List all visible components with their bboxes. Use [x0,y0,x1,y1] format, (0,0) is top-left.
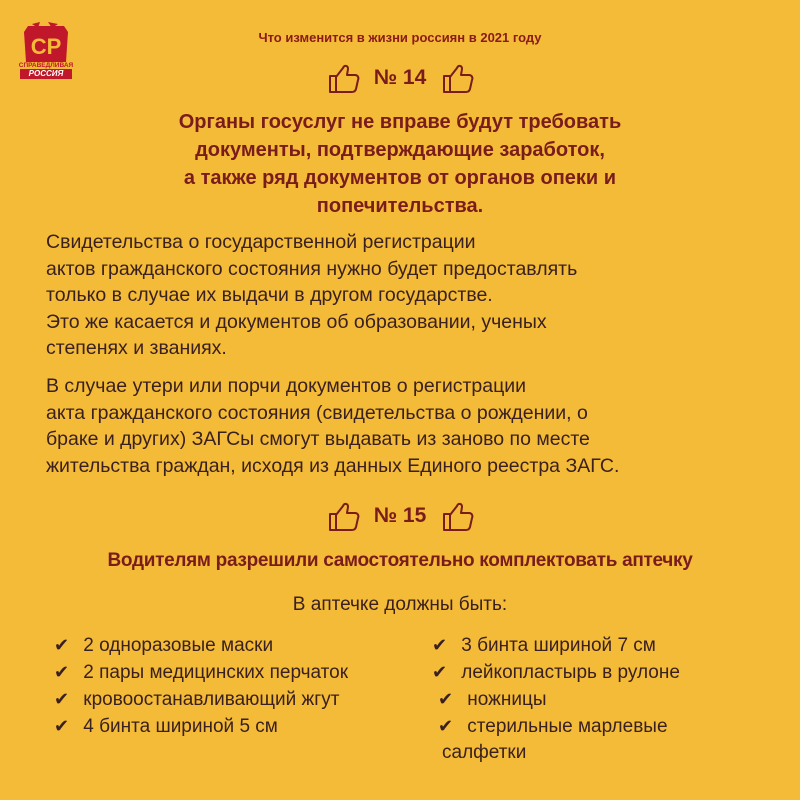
paragraph-line: степенях и званиях. [46,337,227,359]
title-line: а также ряд документов от органов опеки и [183,167,617,189]
list-item-label: 4 бинта шириной 5 см [83,716,278,737]
thumbs-up-icon [326,500,360,532]
logo-line1: СПРАВЕДЛИВАЯ [18,62,74,69]
list-item [54,713,278,740]
page-header: Что изменится в жизни россиян в 2021 году [258,30,542,45]
check-icon: ✔ [432,662,448,682]
paragraph-line: Это же касается и документов об образовании, ученых [46,310,547,333]
thumbs-up-icon [440,500,474,532]
list-item [438,713,668,740]
list-item-label: 2 пары медицинских перчаток [83,662,349,683]
paragraph-line: только в случае их выдачи в другом государстве. [46,284,493,306]
section-15-subtitle: В аптечке должны быть: [292,594,508,615]
list-item-continuation: салфетки [442,742,527,763]
section-14-paragraph-2 [46,373,766,479]
section-14-paragraph-1 [46,229,766,362]
list-item-label: 3 бинта шириной 7 см [461,635,656,656]
logo-mark: СР [30,34,62,59]
paragraph-line: браке и других) ЗАГСы смогут выдавать из заново по месте [46,428,590,450]
list-item-label: лейкопластырь в рулоне [461,662,680,683]
list-item [432,659,680,686]
list-item-label: ножницы [467,689,547,710]
section-14-title [100,108,700,220]
list-item [54,632,273,659]
section-14-number: № 14 [373,66,427,89]
section-15-title: Водителям разрешили самостоятельно комплектовать аптечку [107,550,693,571]
check-icon: ✔ [54,662,70,682]
thumbs-up-icon [440,62,474,94]
title-line: Органы госуслуг не вправе будут требовать [178,111,622,133]
list-item-label: кровоостанавливающий жгут [83,689,340,710]
thumbs-up-icon [326,62,360,94]
section-15-number: № 15 [373,504,427,527]
paragraph-line: В случае утери или порчи документов о регистрации [46,375,527,397]
check-icon: ✔ [432,635,448,655]
check-icon: ✔ [54,689,70,709]
section-15-number-row [0,500,800,532]
paragraph-line: акта гражданского состояния (свидетельства о рождении, о [46,401,588,424]
check-icon: ✔ [438,689,454,709]
list-item [432,632,656,659]
list-item [438,686,546,713]
title-line: попечительства. [316,195,484,217]
paragraph-line: жительства граждан, исходя из данных Единого реестра ЗАГС. [46,454,620,477]
paragraph-line: актов гражданского состояния нужно будет предоставлять [46,257,578,280]
title-line: документы, подтверждающие заработок, [195,139,605,161]
list-item-label: стерильные марлевые [467,716,668,737]
section-14-number-row [0,62,800,94]
check-icon: ✔ [54,716,70,736]
list-item-label: 2 одноразовые маски [83,635,274,656]
logo-line2: РОССИЯ [20,69,72,79]
check-icon: ✔ [54,635,70,655]
list-item [54,659,348,686]
check-icon: ✔ [438,716,454,736]
list-item [54,686,339,713]
paragraph-line: Свидетельства о государственной регистрации [46,231,476,253]
